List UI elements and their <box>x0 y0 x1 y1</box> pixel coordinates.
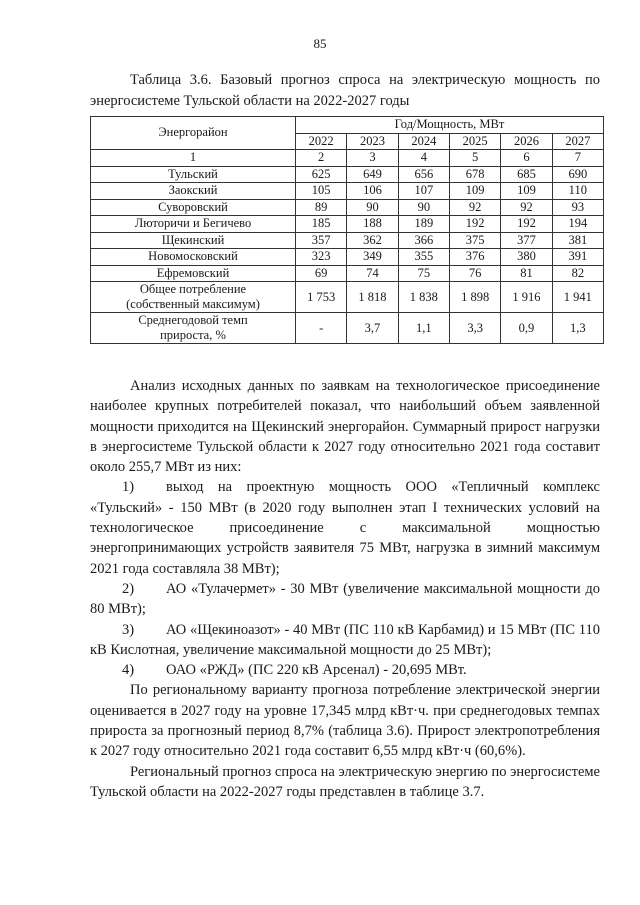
value-cell: 375 <box>449 232 500 249</box>
value-cell: 357 <box>296 232 347 249</box>
list-item-text: АО «Тулачермет» - 30 МВт (увеличение максимальной мощности до 80 МВт); <box>90 580 600 618</box>
value-cell: 106 <box>347 183 398 200</box>
value-cell: 192 <box>449 216 500 233</box>
value-cell: 380 <box>501 249 552 266</box>
list-item-number: 2) <box>122 580 135 597</box>
region-name: Люторичи и Бегичево <box>91 216 296 233</box>
value-cell: 678 <box>449 166 500 183</box>
list-item-number: 4) <box>122 662 135 679</box>
list-item-text: ОАО «РЖД» (ПС 220 кВ Арсенал) - 20,695 МВт. <box>166 662 467 679</box>
value-cell: 188 <box>347 216 398 233</box>
table-row <box>91 216 604 233</box>
total-row <box>91 282 604 313</box>
year-group-header: Год/Мощность, МВт <box>296 117 604 134</box>
value-cell: 107 <box>398 183 449 200</box>
table-caption-line-2: энергосистеме Тульской области на 2022-2027 годы <box>90 93 410 109</box>
value-cell: 75 <box>398 265 449 282</box>
region-header: Энергорайон <box>91 117 296 150</box>
list-item-number: 1) <box>122 479 135 496</box>
growth-row <box>91 313 604 344</box>
year-header: 2025 <box>449 133 500 150</box>
table-caption <box>90 70 600 112</box>
list-item <box>90 477 600 578</box>
total-label-line-1: Общее потребление <box>139 282 247 296</box>
value-cell: 189 <box>398 216 449 233</box>
value-cell: 89 <box>296 199 347 216</box>
value-cell: 685 <box>501 166 552 183</box>
list-item-number: 3) <box>122 621 135 638</box>
list-item-text: АО «Щекиноазот» - 40 МВт (ПС 110 кВ Карбамид) и 15 МВт (ПС 110 кВ Кислотная, увеличение максимальной мощности до 25 МВт); <box>90 621 600 658</box>
value-cell: 377 <box>501 232 552 249</box>
paragraph-intro: Анализ исходных данных по заявкам на технологическое присоединение наиболее крупных потребителей показал, что наибольший объем заявленной мощности приходится на Щекинский энергорайон. Суммарный прирост нагрузки в энергосистеме Тульской области к 2027 году относительно 2021 года составит около 255,7 МВт из них: <box>90 378 600 476</box>
value-cell: 109 <box>449 183 500 200</box>
index-cell: 7 <box>552 150 603 167</box>
list-item <box>90 620 600 661</box>
index-cell: 1 <box>91 150 296 167</box>
value-cell: 690 <box>552 166 603 183</box>
index-cell: 6 <box>501 150 552 167</box>
region-name: Заокский <box>91 183 296 200</box>
growth-label <box>91 313 296 344</box>
value-cell: 82 <box>552 265 603 282</box>
value-cell: 391 <box>552 249 603 266</box>
index-cell: 4 <box>398 150 449 167</box>
list-item <box>90 579 600 620</box>
value-cell: 381 <box>552 232 603 249</box>
value-cell: 74 <box>347 265 398 282</box>
total-value: 1 916 <box>501 282 552 313</box>
paragraph-regional-forecast: По региональному варианту прогноза потребление электрической энергии оценивается в 2027 году на уровне 17,345 млрд кВт·ч. при среднегодовых темпах прироста за прогнозный период 8,7% (таблица 3.6). Прирост электропотребления к 2027 году относительно 2021 года составит 6,55 млрд кВт·ч (60,6%). <box>90 682 600 760</box>
table-caption-line-1: Таблица 3.6. Базовый прогноз спроса на электрическую мощность по <box>130 72 600 88</box>
forecast-table <box>90 116 604 344</box>
total-label <box>91 282 296 313</box>
value-cell: 194 <box>552 216 603 233</box>
total-value: 1 753 <box>296 282 347 313</box>
value-cell: 192 <box>501 216 552 233</box>
growth-value: 0,9 <box>501 313 552 344</box>
value-cell: 323 <box>296 249 347 266</box>
value-cell: 625 <box>296 166 347 183</box>
value-cell: 69 <box>296 265 347 282</box>
value-cell: 656 <box>398 166 449 183</box>
value-cell: 649 <box>347 166 398 183</box>
growth-value: 3,3 <box>449 313 500 344</box>
growth-value: 3,7 <box>347 313 398 344</box>
list-item-text: выход на проектную мощность ООО «Тепличный комплекс «Тульский» - 150 МВт (в 2020 году выполнен этап I технических условий на технологическое присоединение с максимальной мощностью энергопринимающих устройств заявителя 75 МВт, нагрузка в зимний максимум 2021 года составляла 38 МВт); <box>90 479 600 577</box>
value-cell: 362 <box>347 232 398 249</box>
value-cell: 92 <box>449 199 500 216</box>
value-cell: 355 <box>398 249 449 266</box>
value-cell: 92 <box>501 199 552 216</box>
page-number: 85 <box>313 36 327 51</box>
table-row <box>91 166 604 183</box>
value-cell: 109 <box>501 183 552 200</box>
growth-value: 1,1 <box>398 313 449 344</box>
index-cell: 3 <box>347 150 398 167</box>
year-header: 2022 <box>296 133 347 150</box>
year-header: 2023 <box>347 133 398 150</box>
index-cell: 5 <box>449 150 500 167</box>
value-cell: 376 <box>449 249 500 266</box>
growth-label-line-1: Среднегодовой темп <box>138 313 248 327</box>
growth-value: - <box>296 313 347 344</box>
total-value: 1 941 <box>552 282 603 313</box>
value-cell: 105 <box>296 183 347 200</box>
table-row <box>91 199 604 216</box>
region-name: Ефремовский <box>91 265 296 282</box>
value-cell: 90 <box>398 199 449 216</box>
paragraph-table-reference: Региональный прогноз спроса на электрическую энергию по энергосистеме Тульской области на 2022-2027 годы представлен в таблице 3.7. <box>90 763 600 800</box>
growth-value: 1,3 <box>552 313 603 344</box>
value-cell: 76 <box>449 265 500 282</box>
body-text <box>90 376 600 802</box>
index-cell: 2 <box>296 150 347 167</box>
region-name: Тульский <box>91 166 296 183</box>
year-header: 2024 <box>398 133 449 150</box>
total-value: 1 898 <box>449 282 500 313</box>
table-row <box>91 249 604 266</box>
region-name: Новомосковский <box>91 249 296 266</box>
region-name: Суворовский <box>91 199 296 216</box>
value-cell: 81 <box>501 265 552 282</box>
growth-label-line-2: прироста, % <box>160 328 226 342</box>
table-row <box>91 232 604 249</box>
index-row <box>91 150 604 167</box>
total-label-line-2: (собственный максимум) <box>126 297 260 311</box>
table-row <box>91 265 604 282</box>
year-header: 2026 <box>501 133 552 150</box>
value-cell: 93 <box>552 199 603 216</box>
value-cell: 366 <box>398 232 449 249</box>
value-cell: 90 <box>347 199 398 216</box>
value-cell: 110 <box>552 183 603 200</box>
total-value: 1 838 <box>398 282 449 313</box>
total-value: 1 818 <box>347 282 398 313</box>
table-row <box>91 183 604 200</box>
list-item <box>90 660 600 680</box>
year-header: 2027 <box>552 133 603 150</box>
value-cell: 185 <box>296 216 347 233</box>
region-name: Щекинский <box>91 232 296 249</box>
value-cell: 349 <box>347 249 398 266</box>
